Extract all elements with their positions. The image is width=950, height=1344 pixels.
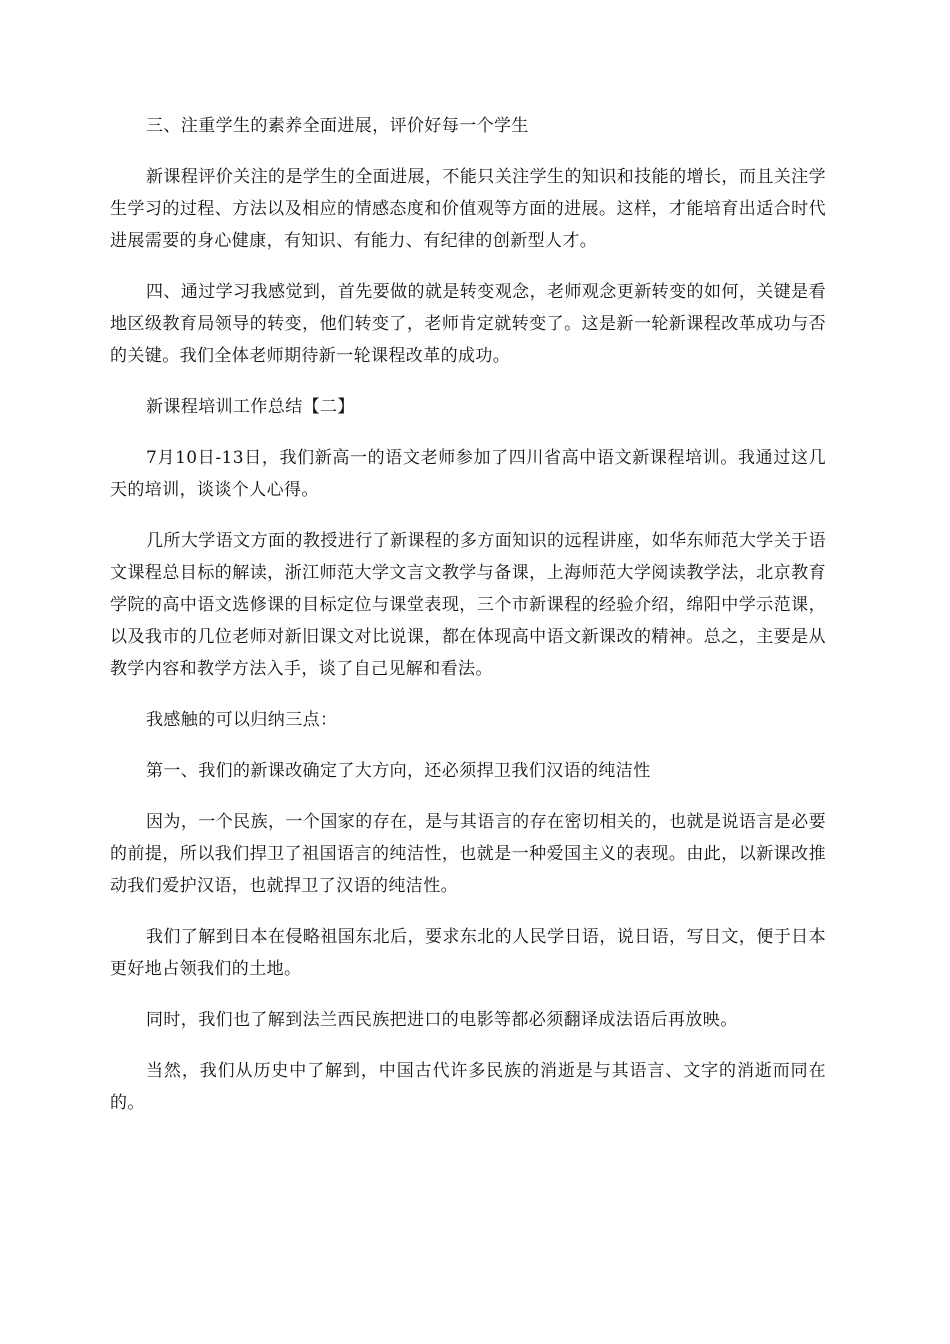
paragraph-japan-history: 我们了解到日本在侵略祖国东北后，要求东北的人民学日语，说日语，写日文，便于日本更好地占领我们的土地。	[110, 927, 826, 979]
paragraph-lectures: 几所大学语文方面的教授进行了新课程的多方面知识的远程讲座，如华东师范大学关于语文课程总目标的解读，浙江师范大学文言文教学与备课，上海师范大学阅读教学法，北京教育学院的高中语文选修课的目标定位与课堂表现，三个市新课程的经验介绍，绵阳中学示范课，以及我市的几位老师对新旧课文对比说课，都在体现高中语文新课改的精神。总之，主要是从教学内容和教学方法入手，谈了自己见解和看法。	[110, 531, 826, 679]
summary-title-two: 新课程培训工作总结【二】	[146, 397, 355, 417]
paragraph-ancient-nations: 当然，我们从历史中了解到，中国古代许多民族的消逝是与其语言、文字的消逝而同在的。	[110, 1061, 826, 1113]
paragraph-three-points: 我感触的可以归纳三点：	[146, 710, 338, 730]
paragraph-evaluation: 新课程评价关注的是学生的全面进展，不能只关注学生的知识和技能的增长，而且关注学生学习的过程、方法以及相应的情感态度和价值观等方面的进展。这样，才能培育出适合时代进展需要的身心健康，有知识、有能力、有纪律的创新型人才。	[110, 167, 826, 251]
section-heading-three: 三、注重学生的素养全面进展，评价好每一个学生	[146, 116, 529, 136]
paragraph-training-dates: 7月10日-13日，我们新高一的语文老师参加了四川省高中语文新课程培训。我通过这几天的培训，谈谈个人心得。	[110, 448, 826, 500]
section-heading-four: 四、通过学习我感觉到，首先要做的就是转变观念，老师观念更新转变的如何，关键是看地区级教育局领导的转变，他们转变了，老师肯定就转变了。这是新一轮新课程改革成功与否的关键。我们全体老师期待新一轮课程改革的成功。	[110, 282, 826, 366]
point-one-heading: 第一、我们的新课改确定了大方向，还必须捍卫我们汉语的纯洁性	[146, 761, 651, 781]
paragraph-france-films: 同时，我们也了解到法兰西民族把进口的电影等都必须翻译成法语后再放映。	[146, 1010, 738, 1030]
document-page	[110, 110, 826, 1138]
paragraph-language-nation: 因为，一个民族，一个国家的存在，是与其语言的存在密切相关的，也就是说语言是必要的前提，所以我们捍卫了祖国语言的纯洁性，也就是一种爱国主义的表现。由此，以新课改推动我们爱护汉语，也就捍卫了汉语的纯洁性。	[110, 812, 826, 896]
